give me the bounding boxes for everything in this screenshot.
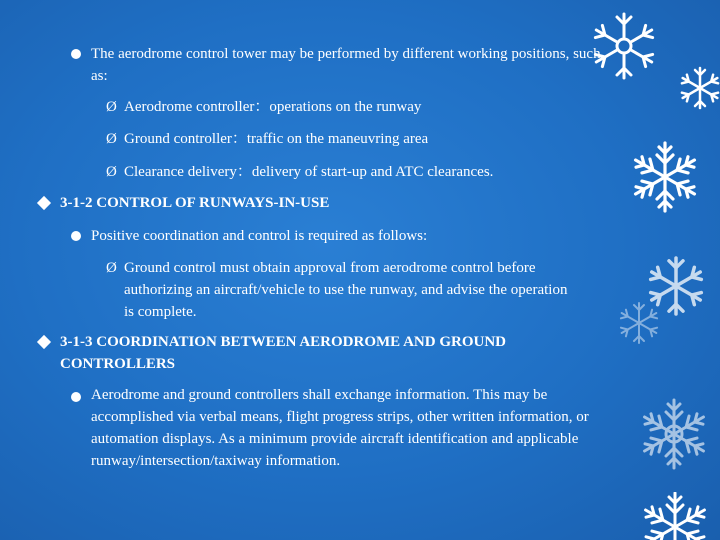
diamond-bullet-icon (37, 196, 51, 210)
arrow-bullet-icon: Ø (106, 164, 117, 180)
disc-bullet-icon (71, 49, 81, 59)
section-heading: 3-1-2 CONTROL OF RUNWAYS-IN-USE (60, 195, 330, 211)
bullet-text: Positive coordination and control is required as follows: (91, 228, 428, 244)
disc-bullet-icon (71, 392, 81, 402)
diamond-bullet-icon (37, 335, 51, 349)
bullet-text: Aerodrome and ground controllers shall exchange information. This may be accomplished via verbal means, flight progress strips, other written information, or automation displays. As a minimum provide aircraft identification and applicable runway/intersection/taxiway information. (91, 387, 589, 469)
sub-bullet-text: Ground controller：traffic on the maneuvring area (124, 131, 429, 147)
arrow-bullet-icon: Ø (106, 131, 117, 147)
sub-bullet-text: Clearance delivery：delivery of start-up and ATC clearances. (124, 164, 494, 180)
section-heading: 3-1-3 COORDINATION BETWEEN AERODROME AND GROUND CONTROLLERS (60, 334, 507, 372)
arrow-bullet-icon: Ø (106, 260, 117, 276)
disc-bullet-icon (71, 231, 81, 241)
bullet-text: The aerodrome control tower may be performed by different working positions, such as: (91, 46, 601, 84)
sub-bullet-text: Aerodrome controller：operations on the runway (124, 99, 422, 115)
sub-bullet-text: Ground control must obtain approval from aerodrome control before authorizing an aircraft/vehicle to use the runway, and advise the operation is complete. (124, 260, 568, 320)
arrow-bullet-icon: Ø (106, 99, 117, 115)
